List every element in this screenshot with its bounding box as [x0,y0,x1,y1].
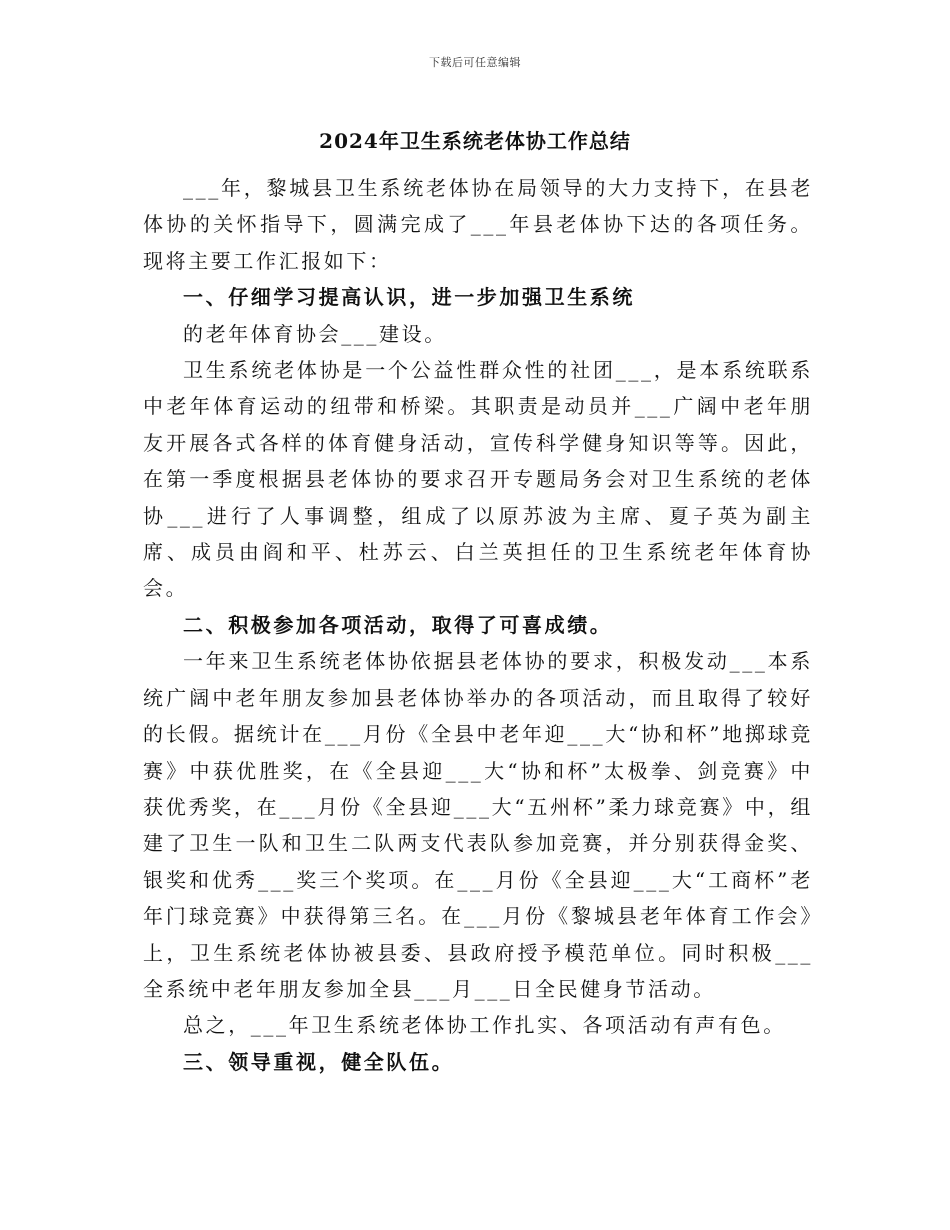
section-heading-1: 一、仔细学习提高认识，进一步加强卫生系统 [183,285,635,310]
paragraph-summary: 总之，___年卫生系统老体协工作扎实、各项活动有声有色。 [183,1013,786,1038]
paragraph-intro: ___年，黎城县卫生系统老体协在局领导的大力支持下，在县老体协的关怀指导下，圆满完成了___年县老体协下达的各项任务。现将主要工作汇报如下： [143,176,813,273]
document-body [143,170,813,1080]
paragraph-section-1-body: 卫生系统老体协是一个公益性群众性的社团___，是本系统联系中老年体育运动的纽带和桥梁。其职责是动员并___广阔中老年朋友开展各式各样的体育健身活动，宣传科学健身知识等等。因此，在第一季度根据县老体协的要求召开专题局务会对卫生系统的老体协___进行了人事调整，组成了以原苏波为主席、夏子英为副主席、成员由阎和平、杜苏云、白兰英担任的卫生系统老年体育协会。 [143,358,813,601]
section-heading-3: 三、领导重视，健全队伍。 [183,1049,455,1074]
paragraph-section-2-body: 一年来卫生系统老体协依据县老体协的要求，积极发动___本系统广阔中老年朋友参加县老体协举办的各项活动，而且取得了较好的长假。据统计在___月份《全县中老年迎___大“协和杯”地掷球竞赛》中获优胜奖，在《全县迎___大“协和杯”太极拳、剑竞赛》中获优秀奖，在___月份《全县迎___大“五州杯”柔力球竞赛》中，组建了卫生一队和卫生二队两支代表队参加竞赛，并分别获得金奖、银奖和优秀___奖三个奖项。在___月份《全县迎___大“工商杯”老年门球竞赛》中获得第三名。在___月份《黎城县老年体育工作会》上，卫生系统老体协被县委、县政府授予模范单位。同时积极___全系统中老年朋友参加全县___月___日全民健身节活动。 [143,649,813,1001]
document-title: 2024年卫生系统老体协工作总结 [319,129,631,153]
section-heading-2: 二、积极参加各项活动，取得了可喜成绩。 [183,612,613,637]
header-note: 下载后可任意编辑 [429,56,521,69]
paragraph-section-1-cont: 的老年体育协会___建设。 [183,321,447,346]
